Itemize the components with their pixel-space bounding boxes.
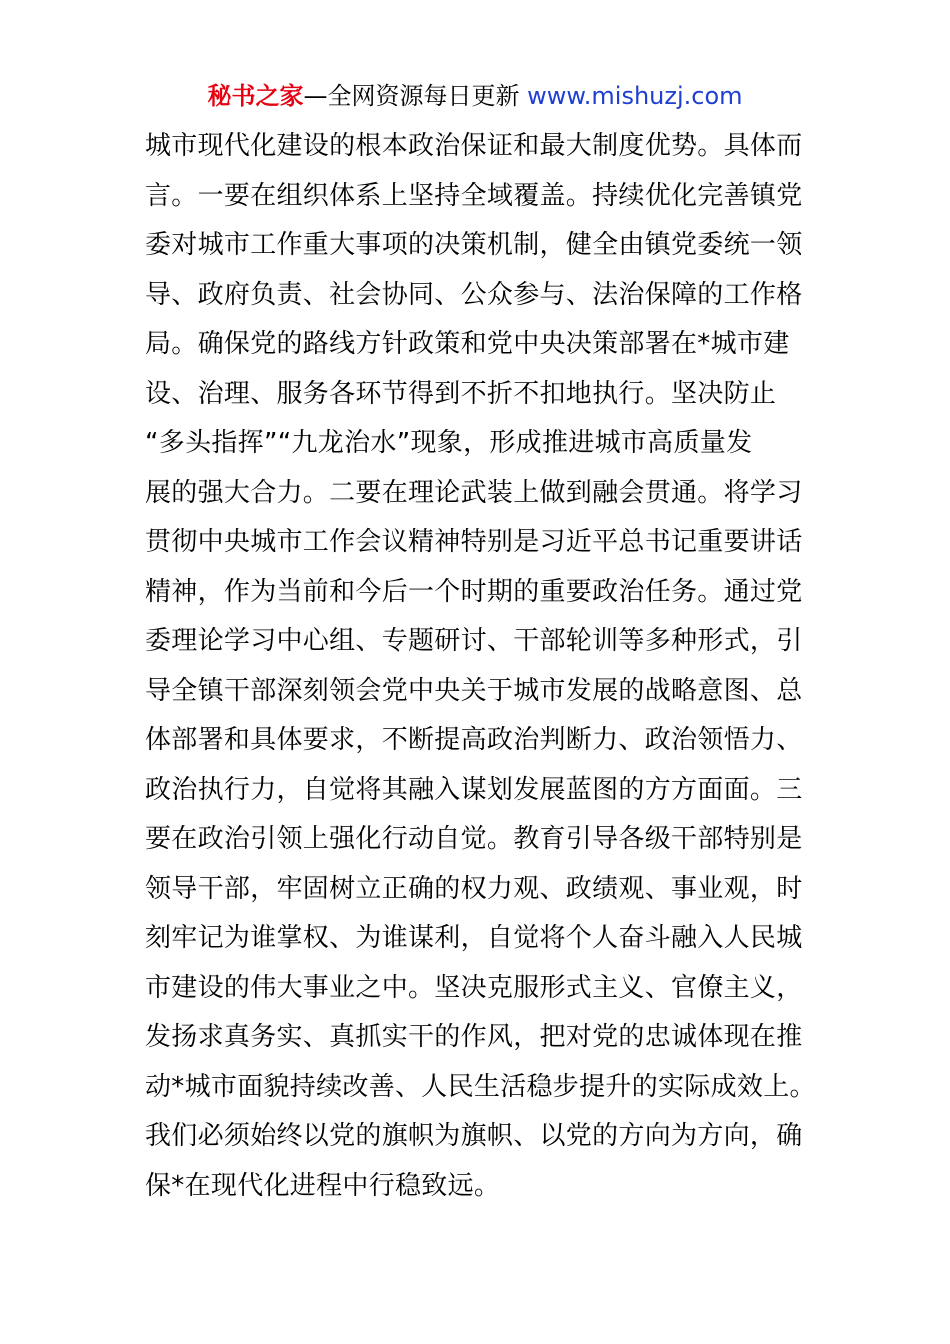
body-line: 导、政府负责、社会协同、公众参与、法治保障的工作格 [145,279,803,310]
body-line: 导全镇干部深刻领会党中央关于城市发展的战略意图、总 [145,675,803,706]
body-line: 发扬求真务实、真抓实干的作风，把对党的忠诚体现在推 [145,1022,803,1052]
body-line: 城市现代化建设的根本政治保证和最大制度优势。具体而 [145,131,803,161]
body-line: 精神，作为当前和今后一个时期的重要政治任务。通过党 [145,576,803,607]
body-line: 体部署和具体要求，不断提高政治判断力、政治领悟力、 [145,725,803,755]
page-header [0,80,950,112]
document-body [145,122,815,1211]
body-line: 局。确保党的路线方针政策和党中央决策部署在*城市建 [145,329,790,359]
body-line: 动*城市面貌持续改善、人民生活稳步提升的实际成效上。 [145,1071,816,1102]
body-line: “多头指挥”“九龙治水”现象，形成推进城市高质量发 [145,428,753,458]
site-tagline: —全网资源每日更新 [303,82,520,110]
body-line: 贯彻中央城市工作会议精神特别是习近平总书记重要讲话 [145,527,803,557]
body-line: 委理论学习中心组、专题研讨、干部轮训等多种形式，引 [145,626,803,656]
body-line: 展的强大合力。二要在理论武装上做到融会贯通。将学习 [145,477,803,508]
body-line: 言。一要在组织体系上坚持全域覆盖。持续优化完善镇党 [145,180,803,211]
body-line: 市建设的伟大事业之中。坚决克服形式主义、官僚主义， [145,972,803,1003]
body-line: 要在政治引领上强化行动自觉。教育引导各级干部特别是 [145,824,803,854]
body-line: 政治执行力，自觉将其融入谋划发展蓝图的方方面面。三 [145,774,803,805]
body-line: 刻牢记为谁掌权、为谁谋利，自觉将个人奋斗融入人民城 [145,923,803,953]
body-line: 保*在现代化进程中行稳致远。 [145,1170,501,1201]
site-url-link[interactable]: www.mishuzj.com [527,82,743,110]
body-line: 我们必须始终以党的旗帜为旗帜、以党的方向为方向，确 [145,1121,803,1151]
body-line: 设、治理、服务各环节得到不折不扣地执行。坚决防止 [145,378,777,409]
body-line: 领导干部，牢固树立正确的权力观、政绩观、事业观，时 [145,873,803,904]
site-brand: 秘书之家 [207,82,304,110]
body-line: 委对城市工作重大事项的决策机制，健全由镇党委统一领 [145,230,803,260]
